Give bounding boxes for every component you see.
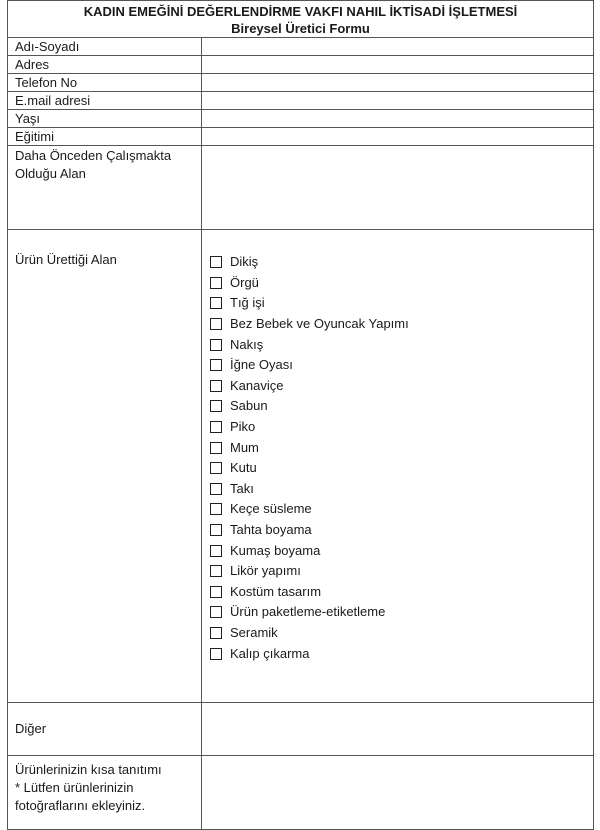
- product-option-label: Bez Bebek ve Oyuncak Yapımı: [230, 316, 409, 332]
- product-option[interactable]: [210, 499, 593, 520]
- description-label-line: Ürünlerinizin kısa tanıtımı: [15, 762, 162, 777]
- product-option[interactable]: [210, 252, 593, 273]
- product-option-label: Ürün paketleme-etiketleme: [230, 604, 386, 620]
- product-option[interactable]: [210, 458, 593, 479]
- product-option[interactable]: [210, 561, 593, 582]
- product-option-label: Tığ işi: [230, 295, 265, 311]
- product-option[interactable]: [210, 355, 593, 376]
- email-field[interactable]: [202, 92, 594, 110]
- product-option[interactable]: [210, 540, 593, 561]
- description-field[interactable]: [202, 756, 594, 830]
- checkbox[interactable]: [210, 606, 222, 618]
- checkbox[interactable]: [210, 297, 222, 309]
- product-option[interactable]: [210, 643, 593, 664]
- other-field[interactable]: [202, 703, 594, 756]
- checkbox[interactable]: [210, 524, 222, 536]
- product-option-label: Kalıp çıkarma: [230, 645, 310, 661]
- product-option-label: Tahta boyama: [230, 522, 312, 538]
- form-header: [8, 1, 594, 38]
- address-label: Adres: [8, 56, 202, 74]
- previous-work-field[interactable]: [202, 146, 594, 230]
- product-option-label: Nakış: [230, 336, 264, 352]
- checkbox[interactable]: [210, 277, 222, 289]
- address-row: [8, 56, 594, 74]
- checkbox[interactable]: [210, 648, 222, 660]
- product-option-label: Likör yapımı: [230, 563, 301, 579]
- address-field[interactable]: [202, 56, 594, 74]
- education-label: Eğitimi: [8, 128, 202, 146]
- product-option[interactable]: [210, 273, 593, 294]
- product-option-label: Örgü: [230, 274, 259, 290]
- email-row: [8, 92, 594, 110]
- product-option[interactable]: [210, 334, 593, 355]
- description-note-line: fotoğraflarını ekleyiniz.: [15, 798, 146, 813]
- previous-work-row: [8, 146, 594, 230]
- form-header-row: [8, 1, 594, 38]
- product-option[interactable]: [210, 520, 593, 541]
- age-field[interactable]: [202, 110, 594, 128]
- product-option[interactable]: [210, 376, 593, 397]
- previous-work-label: [8, 146, 202, 230]
- product-option[interactable]: [210, 479, 593, 500]
- phone-label: Telefon No: [8, 74, 202, 92]
- checkbox[interactable]: [210, 339, 222, 351]
- name-field[interactable]: [202, 38, 594, 56]
- email-label: E.mail adresi: [8, 92, 202, 110]
- product-option[interactable]: [210, 293, 593, 314]
- name-label: Adı-Soyadı: [8, 38, 202, 56]
- checkbox[interactable]: [210, 483, 222, 495]
- other-label: Diğer: [8, 703, 202, 756]
- checkbox[interactable]: [210, 503, 222, 515]
- product-option-label: Dikiş: [230, 254, 259, 270]
- phone-field[interactable]: [202, 74, 594, 92]
- checkbox[interactable]: [210, 627, 222, 639]
- product-option[interactable]: [210, 396, 593, 417]
- form-title: KADIN EMEĞİNİ DEĞERLENDİRME VAKFI NAHIL İKTİSADİ İŞLETMESİ: [83, 4, 518, 19]
- product-option[interactable]: [210, 417, 593, 438]
- product-option-label: İğne Oyası: [230, 357, 293, 373]
- checkbox[interactable]: [210, 586, 222, 598]
- checkbox[interactable]: [210, 442, 222, 454]
- product-option[interactable]: [210, 314, 593, 335]
- product-option-label: Keçe süsleme: [230, 501, 312, 517]
- name-row: [8, 38, 594, 56]
- checkbox[interactable]: [210, 565, 222, 577]
- product-area-row: [8, 230, 594, 703]
- checkbox[interactable]: [210, 421, 222, 433]
- description-row: [8, 756, 594, 830]
- product-options-list: [210, 252, 593, 664]
- producer-form-table: [7, 0, 594, 830]
- product-option-label: Seramik: [230, 624, 278, 640]
- product-options-cell: [202, 230, 594, 703]
- checkbox[interactable]: [210, 359, 222, 371]
- product-option-label: Kostüm tasarım: [230, 583, 322, 599]
- education-field[interactable]: [202, 128, 594, 146]
- phone-row: [8, 74, 594, 92]
- checkbox[interactable]: [210, 400, 222, 412]
- product-option-label: Piko: [230, 419, 256, 435]
- product-option[interactable]: [210, 582, 593, 603]
- checkbox[interactable]: [210, 256, 222, 268]
- age-label: Yaşı: [8, 110, 202, 128]
- product-area-label: Ürün Ürettiği Alan: [8, 230, 202, 703]
- previous-work-label-line: Daha Önceden Çalışmakta: [15, 148, 172, 163]
- form-subtitle: Bireysel Üretici Formu: [231, 21, 370, 36]
- description-label: [8, 756, 202, 830]
- checkbox[interactable]: [210, 462, 222, 474]
- product-option[interactable]: [210, 623, 593, 644]
- product-option-label: Mum: [230, 439, 259, 455]
- description-note-line: * Lütfen ürünlerinizin: [15, 780, 134, 795]
- checkbox[interactable]: [210, 318, 222, 330]
- checkbox[interactable]: [210, 380, 222, 392]
- product-option-label: Kanaviçe: [230, 377, 284, 393]
- product-option[interactable]: [210, 437, 593, 458]
- other-row: [8, 703, 594, 756]
- product-option-label: Sabun: [230, 398, 268, 414]
- product-option-label: Kutu: [230, 460, 257, 476]
- product-option[interactable]: [210, 602, 593, 623]
- product-option-label: Takı: [230, 480, 254, 496]
- previous-work-label-line: Olduğu Alan: [15, 166, 86, 181]
- age-row: [8, 110, 594, 128]
- product-option-label: Kumaş boyama: [230, 542, 321, 558]
- education-row: [8, 128, 594, 146]
- checkbox[interactable]: [210, 545, 222, 557]
